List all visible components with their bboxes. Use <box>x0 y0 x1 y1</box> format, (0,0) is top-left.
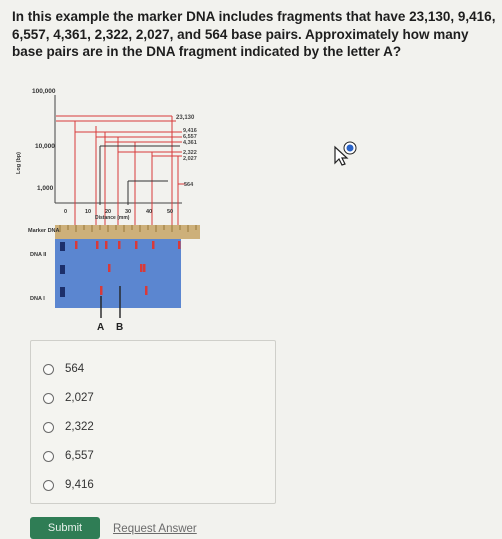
option-label: 564 <box>65 363 85 375</box>
band-a <box>100 286 103 295</box>
well-marker <box>60 242 65 251</box>
option-2027[interactable] <box>43 388 94 408</box>
answer-options-box <box>30 340 276 504</box>
label-b: B <box>116 322 124 333</box>
y-tick-label: 10,000 <box>35 143 55 150</box>
radio-button[interactable] <box>43 393 54 404</box>
mouse-cursor-icon <box>333 141 359 167</box>
gel-box <box>55 228 181 308</box>
option-9416[interactable] <box>43 475 94 495</box>
band-label: 4,361 <box>183 140 197 146</box>
option-2322[interactable] <box>43 417 94 437</box>
lane-label-dna-i: DNA I <box>30 296 45 302</box>
band-label: 23,130 <box>176 115 195 121</box>
band-label: 9,416 <box>183 128 197 134</box>
request-answer-link[interactable]: Request Answer <box>113 523 197 535</box>
question-text: In this example the marker DNA includes fragments that have 23,130, 9,416, 6,557, 4,361, 2,322, 2,027, and 564 base pairs. Approximately how many base pairs are in the DNA fragment indicated by the letter A? <box>12 9 496 59</box>
x-tick-label: 50 <box>167 209 174 215</box>
ruler-strip <box>55 225 200 239</box>
lane-label-marker: Marker DNA <box>28 228 60 234</box>
x-tick-label: 20 <box>105 209 112 215</box>
y-tick-label: 1,000 <box>37 185 54 192</box>
x-tick-label: 0 <box>64 209 68 215</box>
y-axis-label: Log (bp) <box>16 152 22 174</box>
option-label: 2,027 <box>65 392 94 404</box>
x-tick-label: 40 <box>146 209 153 215</box>
x-tick-label: 10 <box>85 209 92 215</box>
x-axis-label: Distance (mm) <box>95 215 130 221</box>
well-dna-ii <box>60 265 65 274</box>
option-564[interactable] <box>43 359 84 379</box>
radio-button[interactable] <box>43 364 54 375</box>
band-label: 564 <box>184 182 194 188</box>
y-tick-label: 100,000 <box>32 88 56 95</box>
radio-button[interactable] <box>43 451 54 462</box>
option-label: 2,322 <box>65 421 94 433</box>
lane-label-dna-ii: DNA II <box>30 252 47 258</box>
option-label: 9,416 <box>65 479 94 491</box>
band-label: 6,557 <box>183 134 197 140</box>
band-b <box>145 286 148 295</box>
radio-button[interactable] <box>43 480 54 491</box>
label-a: A <box>97 322 105 333</box>
gel-figure-svg <box>0 80 250 340</box>
band-label: 2,027 <box>183 156 197 162</box>
option-6557[interactable] <box>43 446 94 466</box>
band-label: 2,322 <box>183 150 197 156</box>
well-dna-i <box>60 287 65 297</box>
option-label: 6,557 <box>65 450 94 462</box>
submit-button[interactable]: Submit <box>30 517 100 539</box>
pointer-lines <box>100 146 180 205</box>
gel-electrophoresis-figure <box>0 80 250 340</box>
x-tick-label: 30 <box>125 209 132 215</box>
radio-button[interactable] <box>43 422 54 433</box>
